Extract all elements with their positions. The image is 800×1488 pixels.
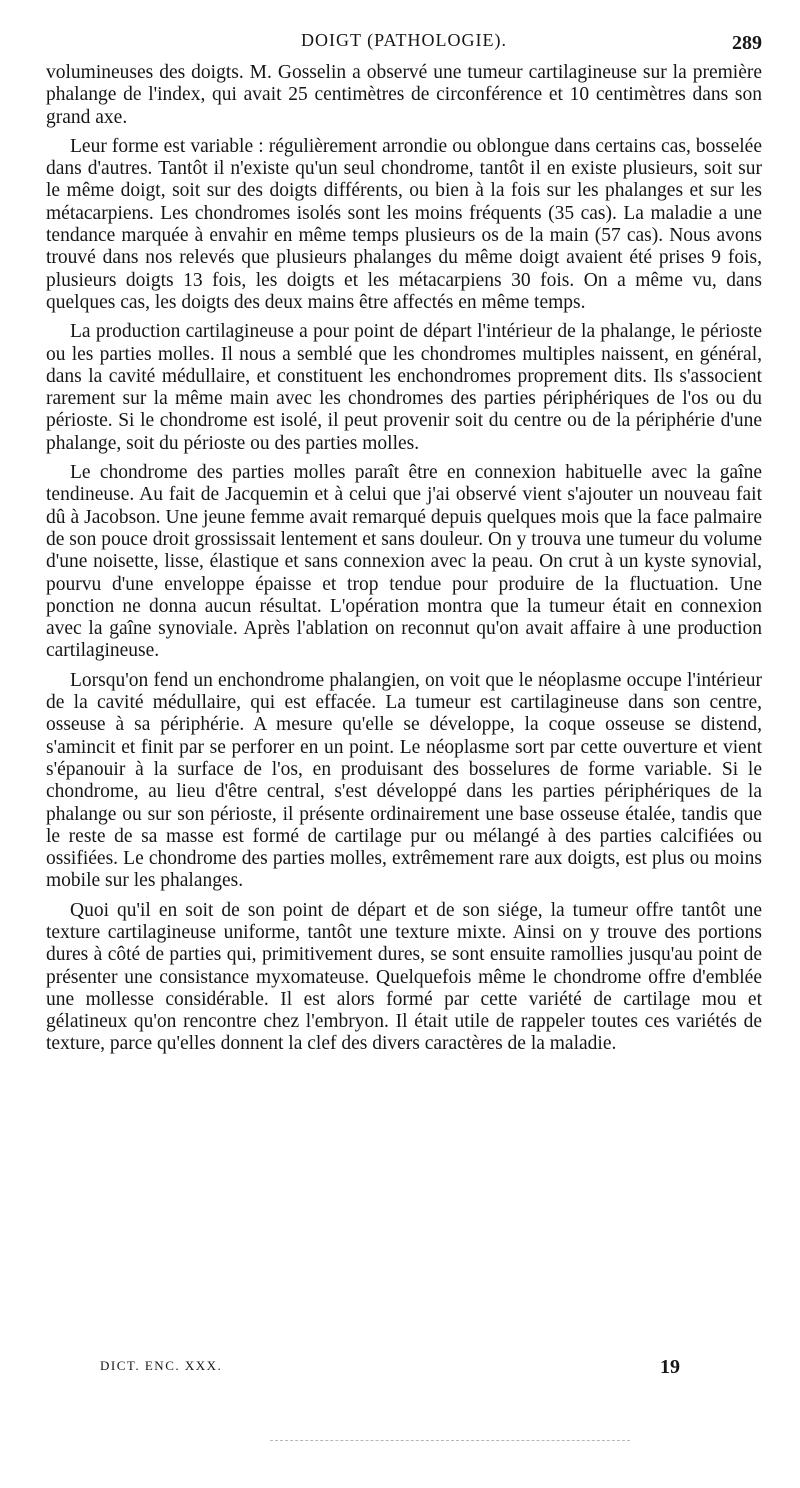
signature-number: 19 [660,1356,680,1378]
paragraph: volumineuses des doigts. M. Gosselin a observé une tumeur cartilagineuse sur la première phalange de l'index, qui avait 25 centimètres de circonférence et 10 centimètres dans son grand axe. [46,62,762,128]
paragraph: La production cartilagineuse a pour point de départ l'intérieur de la phalange, le périoste ou les parties molles. Il nous a semblé que les chondromes multiples naissent, en général, dans la cavité médullaire, et constituent les enchondromes proprement dits. Ils s'associent rarement sur la même main avec les chondromes des parties périphériques de l'os ou du périoste. Si le chondrome est isolé, il peut provenir soit du centre ou de la périphérie d'une phalange, soit du périoste ou des parties molles. [46,321,762,454]
page-footer [100,1356,680,1386]
paragraph: Quoi qu'il en soit de son point de départ et de son siége, la tumeur offre tantôt une texture cartilagineuse uniforme, tantôt une texture mixte. Ainsi on y trouve des portions dures à côté de parties qui, primitivement dures, se sont ensuite ramollies jusqu'au point de présenter une consistance myxomateuse. Quelquefois même le chondrome offre d'emblée une mollesse considérable. Il est alors formé par cette variété de cartilage mou et gélatineux qu'on rencontre chez l'embryon. Il était utile de rappeler toutes ces variétés de texture, parce qu'elles donnent la clef des divers caractères de la maladie. [46,899,762,1055]
running-title: DOIGT (PATHOLOGIE). [301,30,507,50]
paragraph: Lorsqu'on fend un enchondrome phalangien, on voit que le néoplasme occupe l'intérieur de la cavité médullaire, qui est effacée. La tumeur est cartilagineuse dans son centre, osseuse à sa périphérie. A mesure qu'elle se développe, la coque osseuse se distend, s'amincit et finit par se perforer en un point. Le néoplasme sort par cette ouverture et vient s'épanouir à la surface de l'os, en produisant des bosselures de forme variable. Si le chondrome, au lieu d'être central, s'est développé dans les parties périphériques de la phalange ou sur son périoste, il présente ordinairement une base osseuse étalée, tandis que le reste de sa masse est formé de cartilage pur ou mélangé à des parties calcifiées ou ossifiées. Le chondrome des parties molles, extrêmement rare aux doigts, est plus ou moins mobile sur les phalanges. [46,669,762,892]
paragraph: Le chondrome des parties molles paraît être en connexion habituelle avec la gaîne tendineuse. Au fait de Jacquemin et à celui que j'ai observé vient s'ajouter un nouveau fait dû à Jacobson. Une jeune femme avait remarqué depuis quelques mois que la face palmaire de son pouce droit grossissait lentement et sans douleur. On y trouva une tumeur du volume d'une noisette, lisse, élastique et sans connexion avec la peau. On crut à un kyste synovial, pourvu d'une enveloppe épaisse et trop tendue pour produire de la fluctuation. Une ponction ne donna aucun résultat. L'opération montra que la tumeur était en connexion avec la gaîne synoviale. Après l'ablation on reconnut qu'on avait affaire à une production cartilagineuse. [46,462,762,662]
page-header [46,30,762,54]
body-text [46,62,762,1063]
printer-signature: DICT. ENC. XXX. [100,1358,223,1373]
paragraph: Leur forme est variable : régulièrement arrondie ou oblongue dans certains cas, bosselée dans d'autres. Tantôt il n'existe qu'un seul chondrome, tantôt il en existe plusieurs, soit sur le même doigt, soit sur des doigts différents, ou bien à la fois sur les phalanges et sur les métacarpiens. Les chondromes isolés sont les moins fréquents (35 cas). La maladie a une tendance marquée à envahir en même temps plusieurs os de la main (57 cas). Nous avons trouvé dans nos relevés que plusieurs phalanges du même doigt avaient été prises 9 fois, plusieurs doigts 13 fois, les doigts et les métacarpiens 30 fois. On a même vu, dans quelques cas, les doigts des deux mains être affectés en même temps. [46,135,762,313]
bottom-rule [270,1440,630,1442]
page-number: 289 [732,32,762,54]
